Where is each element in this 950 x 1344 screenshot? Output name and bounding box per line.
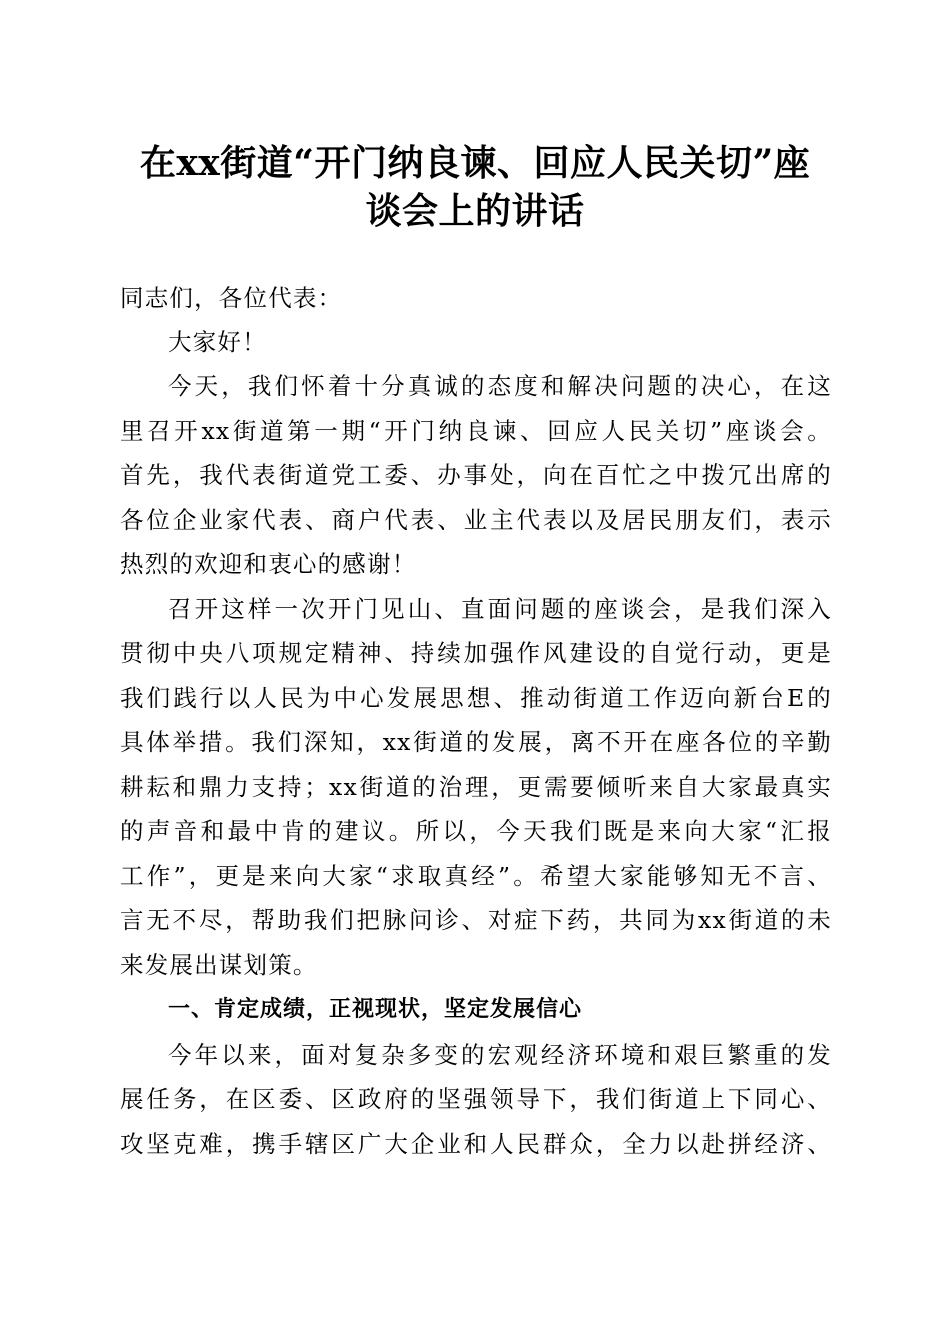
paragraph-2-line: 我们践行以人民为中心发展思想、推动街道工作迈向新台E的 [120, 684, 832, 712]
paragraph-1-line: 里召开xx街道第一期“开门纳良谏、回应人民关切”座谈会。 [120, 417, 832, 445]
paragraph-2-line: 具体举措。我们深知，xx街道的发展，离不开在座各位的辛勤 [120, 728, 832, 756]
paragraph-1-line: 今天，我们怀着十分真诚的态度和解决问题的决心，在这 [168, 372, 832, 400]
section-heading: 一、肯定成绩，正视现状，坚定发展信心 [168, 997, 583, 1022]
paragraph-2-line: 耕耘和鼎力支持；xx街道的治理，更需要倾听来自大家最真实 [120, 773, 832, 801]
document-title-line-1: 在xx街道“开门纳良谏、回应人民关切”座 [139, 142, 811, 184]
paragraph-2-line: 言无不尽，帮助我们把脉问诊、对症下药，共同为xx街道的未 [120, 906, 832, 934]
paragraph-2-line: 召开这样一次开门见山、直面问题的座谈会，是我们深入 [168, 595, 832, 623]
paragraph-3-line: 展任务，在区委、区政府的坚强领导下，我们街道上下同心、 [120, 1085, 832, 1113]
paragraph-2-line: 工作”，更是来向大家“求取真经”。希望大家能够知无不言、 [120, 862, 832, 890]
paragraph-2-line: 贯彻中央八项规定精神、持续加强作风建设的自觉行动，更是 [120, 639, 832, 667]
paragraph-1-line: 首先，我代表街道党工委、办事处，向在百忙之中拨冗出席的 [120, 461, 832, 489]
salutation: 同志们，各位代表： [120, 284, 343, 312]
paragraph-1-line: 各位企业家代表、商户代表、业主代表以及居民朋友们，表示 [120, 506, 832, 534]
paragraph-3-line: 攻坚克难，携手辖区广大企业和人民群众，全力以赴拼经济、 [120, 1130, 832, 1158]
paragraph-2-line: 的声音和最中肯的建议。所以，今天我们既是来向大家“汇报 [120, 817, 832, 845]
paragraph-2-line: 来发展出谋划策。 [120, 951, 318, 979]
greeting: 大家好！ [168, 328, 267, 356]
paragraph-3-line: 今年以来，面对复杂多变的宏观经济环境和艰巨繁重的发 [168, 1041, 832, 1069]
paragraph-1-line: 热烈的欢迎和衷心的感谢！ [120, 550, 417, 578]
document-title-line-2: 谈会上的讲话 [365, 190, 585, 232]
